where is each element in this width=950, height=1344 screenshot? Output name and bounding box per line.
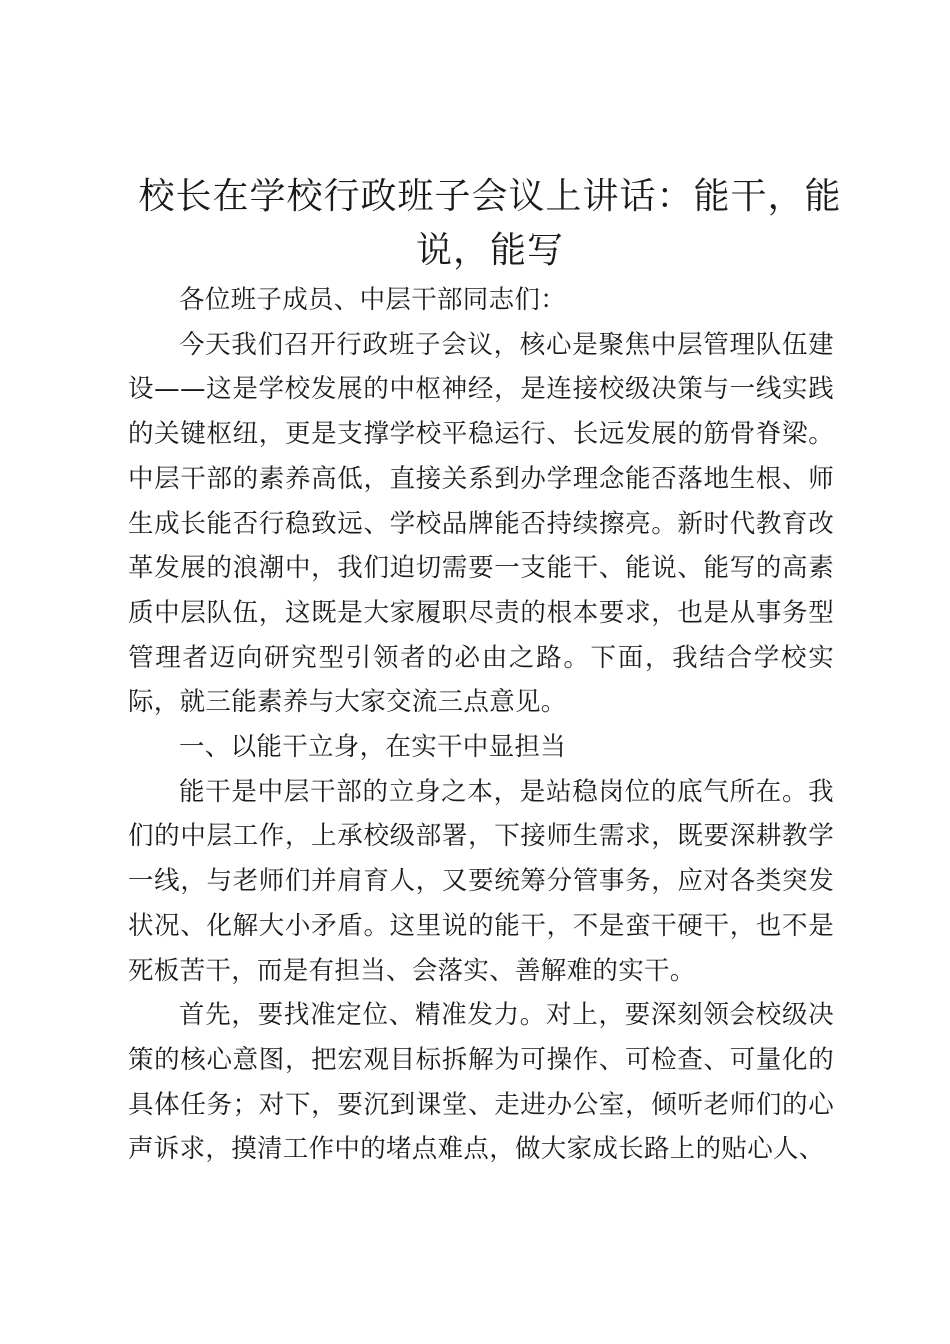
- salutation: 各位班子成员、中层干部同志们：: [179, 285, 567, 315]
- section-heading-1: 一、以能干立身，在实干中显担当: [179, 732, 567, 763]
- section-paragraph-2: 首先，要找准定位、精准发力。对上，要深刻领会校级决策的核心意图，把宏观目标拆解为可操作、可检查、可量化的具体任务；对下，要沉到课堂、走进办公室，倾听老师们的心声诉求，摸清工作中的堵点难点，做大家成长路上的贴心人、: [128, 1000, 834, 1165]
- document-title: 校长在学校行政班子会议上讲话：能干，能说，能写: [138, 176, 842, 271]
- document-body: [128, 278, 834, 1172]
- section-paragraph-1: 能干是中层干部的立身之本，是站稳岗位的底气所在。我们的中层工作，上承校级部署，下接师生需求，既要深耕教学一线，与老师们并肩育人，又要统筹分管事务，应对各类突发状况、化解大小矛盾。这里说的能干，不是蛮干硬干，也不是死板苦干，而是有担当、会落实、善解难的实干。: [128, 776, 834, 986]
- intro-paragraph: 今天我们召开行政班子会议，核心是聚焦中层管理队伍建设——这是学校发展的中枢神经，是连接校级决策与一线实践的关键枢纽，更是支撑学校平稳运行、长远发展的筋骨脊梁。中层干部的素养高低，直接关系到办学理念能否落地生根、师生成长能否行稳致远、学校品牌能否持续擦亮。新时代教育改革发展的浪潮中，我们迫切需要一支能干、能说、能写的高素质中层队伍，这既是大家履职尽责的根本要求，也是从事务型管理者迈向研究型引领者的必由之路。下面，我结合学校实际，就三能素养与大家交流三点意见。: [128, 329, 834, 718]
